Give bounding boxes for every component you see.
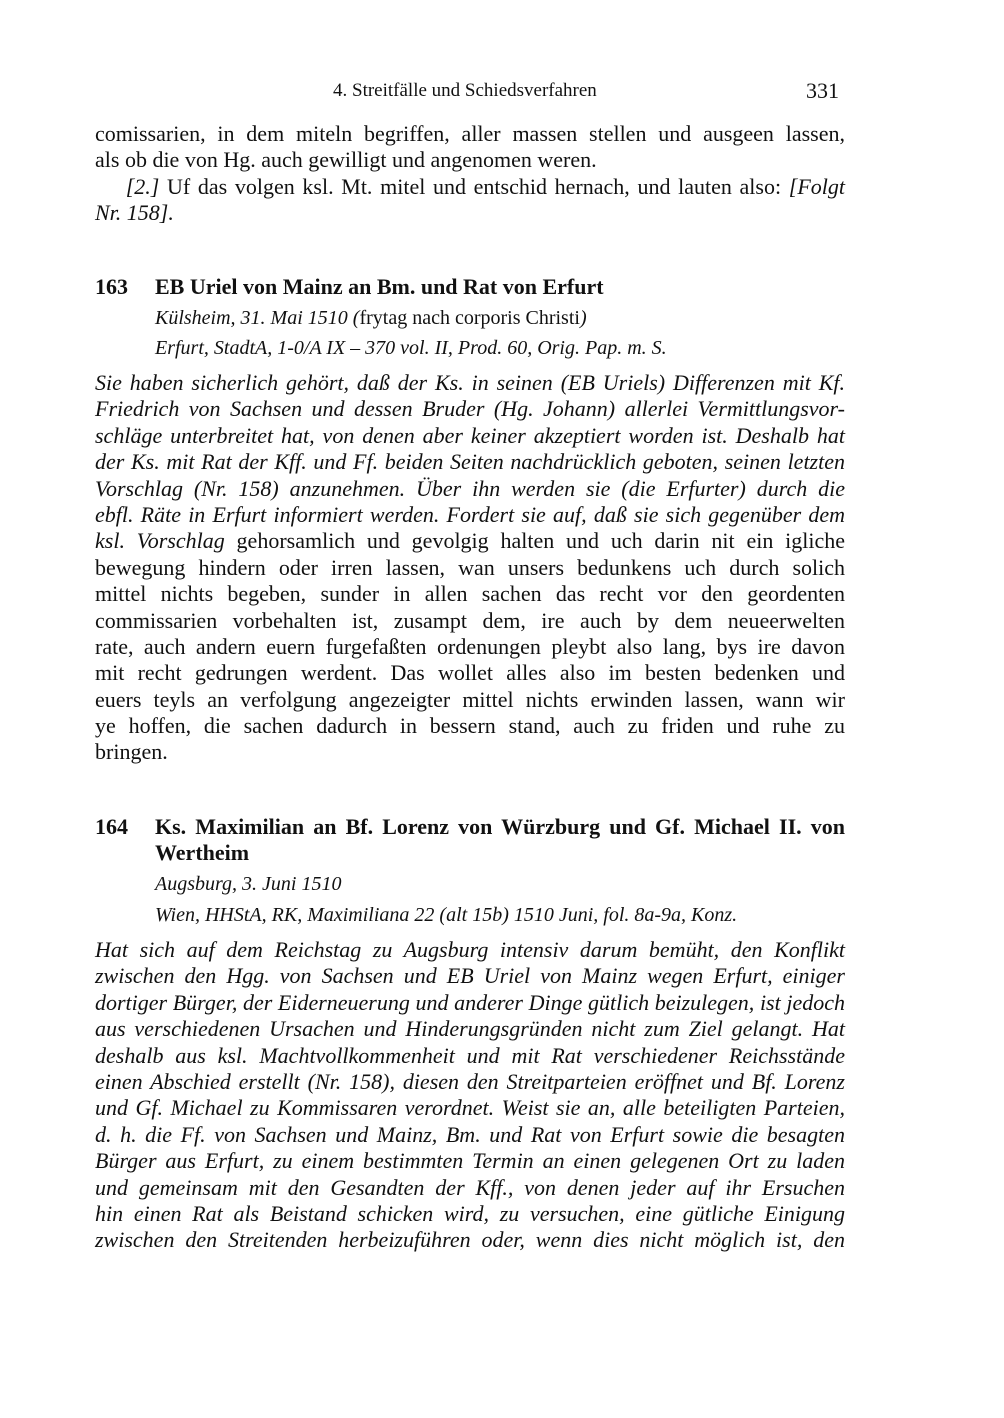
date-close: ) xyxy=(579,307,587,329)
text-line xyxy=(95,963,845,989)
text-segment: ye hoffen, die sachen dadurch in bessern stand, auch zu friden und ruhe zu xyxy=(95,713,845,739)
text-line xyxy=(95,1227,845,1253)
text-segment: ebfl. Räte in Erfurt informiert werden. Fordert sie auf, daß sie sich gegenüber dem xyxy=(95,501,845,527)
text-segment: bewegung hindern oder irren lassen, wan unsers bedunkens uch durch solich xyxy=(95,554,845,580)
document-date-163 xyxy=(155,307,587,330)
text-line xyxy=(95,713,845,739)
text-line xyxy=(95,660,845,686)
text-segment: und gemeinsam mit den Gesandten der Kff., von denen jeder auf ihr Ersuchen xyxy=(95,1174,845,1200)
title-line: Wertheim xyxy=(155,840,250,866)
text-line xyxy=(95,1201,845,1227)
text-segment: zwischen den Streitenden herbeizuführen oder, wenn dies nicht möglich ist, den xyxy=(95,1227,845,1253)
text-line xyxy=(95,937,845,963)
text-segment: Bürger aus Erfurt, zu einem bestimmten Termin an einen gelegenen Ort zu laden xyxy=(95,1148,845,1174)
text-segment: deshalb aus ksl. Machtvollkommenheit und mit Rat verschiedener Reichsstände xyxy=(95,1042,845,1068)
text-segment: euers teyls an verfolgung angezeigter mittel nichts erwinden lassen, wann wir xyxy=(95,686,845,712)
text-line xyxy=(95,1069,845,1095)
text-segment: als ob die von Hg. auch gewilligt und angenomen weren. xyxy=(95,147,597,173)
document-source-164: Wien, HHStA, RK, Maximiliana 22 (alt 15b) 1510 Juni, fol. 8a-9a, Konz. xyxy=(155,904,738,926)
text-segment: dortiger Bürger, der Eiderneuerung und anderer Dinge gütlich beizulegen, ist jedoch xyxy=(95,989,845,1015)
text-line xyxy=(95,528,845,554)
text-segment: zwischen den Hgg. von Sachsen und EB Uriel von Mainz wegen Erfurt, einiger xyxy=(95,963,845,989)
text-segment: hin einen Rat als Beistand schicken wird, zu versuchen, eine gütliche Einigung xyxy=(95,1200,845,1226)
text-segment: Hat sich auf dem Reichstag zu Augsburg intensiv darum bemüht, den Konflikt xyxy=(95,937,845,962)
text-line xyxy=(95,634,845,660)
document-number-164: 164 xyxy=(95,814,128,839)
text-line xyxy=(95,1095,845,1121)
document-title-164 xyxy=(155,814,845,867)
text-line xyxy=(95,1122,845,1148)
title-line: Ks. Maximilian an Bf. Lorenz von Würzburg und Gf. Michael II. von xyxy=(155,814,845,839)
text-line xyxy=(95,990,845,1016)
text-segment: mittel nichts begeben, sunder in allen sachen das recht vor den geordenten xyxy=(95,581,845,607)
text-line xyxy=(95,200,845,226)
document-number-163: 163 xyxy=(95,274,128,299)
text-segment: einen Abschied erstellt (Nr. 158), diesen den Streitparteien eröffnet und Bf. Lorenz xyxy=(95,1068,845,1094)
document-title-163: EB Uriel von Mainz an Bm. und Rat von Erfurt xyxy=(155,274,604,299)
document-date-164: Augsburg, 3. Juni 1510 xyxy=(155,873,342,895)
page-number: 331 xyxy=(806,78,839,103)
text-segment: Nr. 158]. xyxy=(95,200,174,226)
text-segment: der Ks. mit Rat der Kff. und Ff. beiden Seiten nachdrücklich geboten, seinen letzten xyxy=(95,449,845,475)
text-segment: commissarien vorbehalten ist, zusampt dem, ire auch by dem neueerwelten xyxy=(95,607,845,633)
text-segment: schläge unterbreitet hat, von denen aber keiner akzeptiert worden ist. Deshalb hat xyxy=(95,422,845,448)
text-line xyxy=(95,476,845,502)
text-segment: aus verschiedenen Ursachen und Hinderungsgründen nicht zum Ziel gelangt. Hat xyxy=(95,1016,845,1042)
document-body-164 xyxy=(95,937,845,1254)
text-line xyxy=(95,502,845,528)
text-segment xyxy=(95,174,126,199)
text-segment: bringen. xyxy=(95,739,168,765)
date-original: frytag nach corporis Christi xyxy=(359,307,580,329)
text-line xyxy=(95,687,845,713)
text-line xyxy=(95,1043,845,1069)
text-segment: [2.] xyxy=(125,173,160,199)
text-segment: Sie haben sicherlich gehört, daß der Ks. in seinen (EB Uriels) Differenzen mit Kf. xyxy=(95,370,845,395)
text-segment: comissarien, in dem miteln begriffen, aller massen stellen und ausgeen lassen, xyxy=(95,121,845,146)
text-segment: d. h. die Ff. von Sachsen und Mainz, Bm. und Rat von Erfurt sowie die besagten xyxy=(95,1121,845,1147)
text-segment: Uf das volgen ksl. Mt. mitel und entschid hernach, und lauten also: xyxy=(159,173,789,199)
text-line xyxy=(95,608,845,634)
intro-text xyxy=(95,121,845,227)
text-line xyxy=(95,174,845,200)
text-line xyxy=(95,581,845,607)
text-segment: [Folgt xyxy=(788,173,845,199)
text-segment: rate, auch andern euern furgefaßten ordenungen pleybt also lang, bys ire davon xyxy=(95,633,845,659)
text-segment: und Gf. Michael zu Kommissaren verordnet. Weist sie an, alle beteiligten Parteien, xyxy=(95,1095,845,1121)
text-segment: Friedrich von Sachsen und dessen Bruder (Hg. Johann) allerlei Vermittlungsvor- xyxy=(95,396,845,422)
text-line xyxy=(95,555,845,581)
text-line xyxy=(95,1148,845,1174)
document-body-163 xyxy=(95,370,845,766)
text-line xyxy=(95,1016,845,1042)
text-line xyxy=(95,121,845,147)
text-line xyxy=(95,1175,845,1201)
text-line xyxy=(95,739,845,765)
text-segment: Vorschlag (Nr. 158) anzunehmen. Über ihn werden sie (die Erfurter) durch die xyxy=(95,475,845,501)
text-segment: ksl. Vorschlag xyxy=(95,528,225,554)
document-source-163: Erfurt, StadtA, 1-0/A IX – 370 vol. II, Prod. 60, Orig. Pap. m. S. xyxy=(155,337,667,359)
text-segment: gehorsamlich und gevolgig halten und uch darin nit ein igliche xyxy=(224,528,845,554)
text-line xyxy=(95,423,845,449)
text-line xyxy=(95,147,845,173)
text-line xyxy=(95,396,845,422)
date-place: Külsheim, 31. Mai 1510 ( xyxy=(155,307,360,329)
text-line xyxy=(95,449,845,475)
text-line xyxy=(95,370,845,396)
running-title: 4. Streitfälle und Schiedsverfahren xyxy=(333,80,597,101)
text-segment: mit recht gedrungen werdent. Das wollet alles also im besten bedenken und xyxy=(95,660,845,686)
